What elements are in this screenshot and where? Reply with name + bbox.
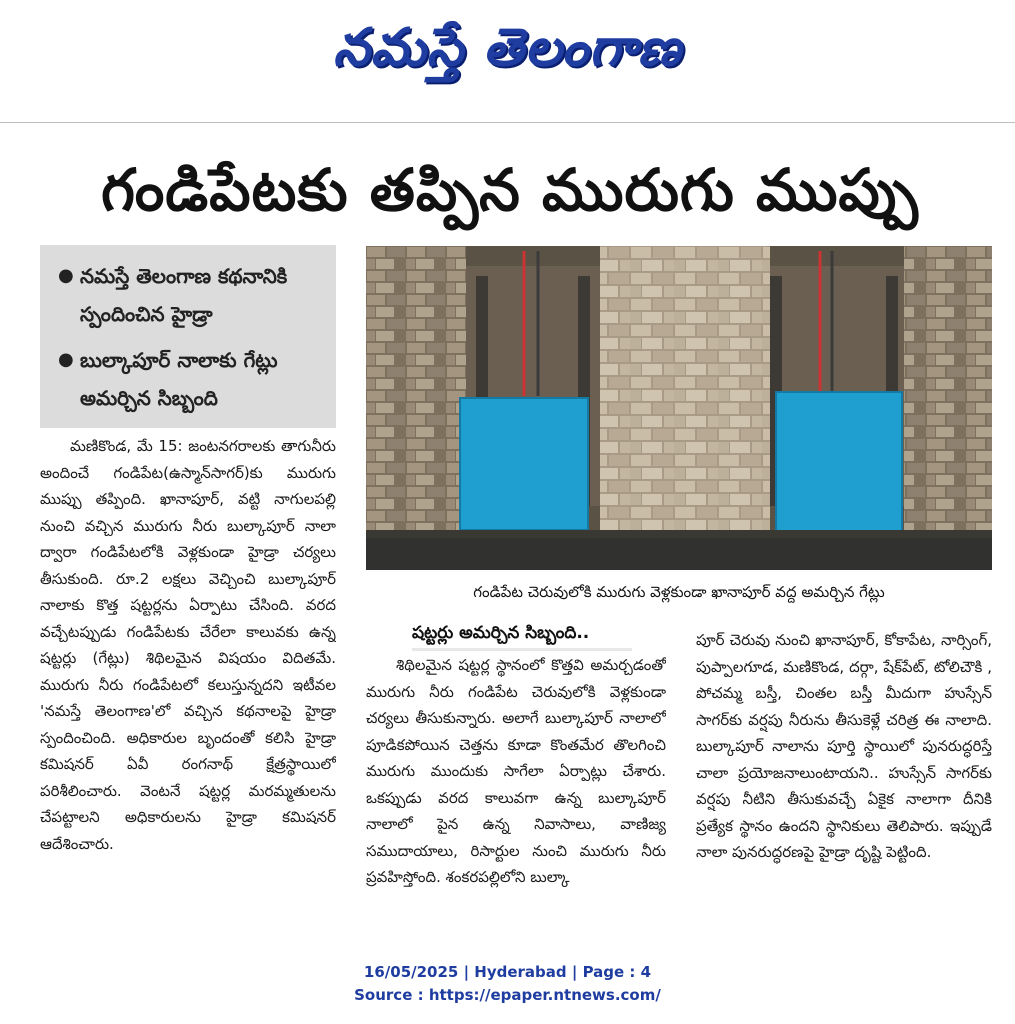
masthead xyxy=(0,0,1015,123)
article-paragraph: పూర్ చెరువు నుంచి ఖానాపూర్, కోకాపేట, నార్సింగ్, పుప్పాలగూడ, మణికొండ, దర్గా, షేక్‌పేట్, టోలిచౌకి , పోచమ్మ బస్తీ, చింతల బస్తీ మీదుగా హుస్సేన్ సాగర్‌కు వర్షపు నీరును తీసుకెళ్లే చరిత్ర ఈ నాలాది. బుల్కాపూర్ నాలాను పూర్తి స్థాయిలో పునరుద్ధరిస్తే చాలా ప్రయోజనాలుంటాయని.. హుస్సేన్ సాగర్‌కు వర్షపు నీటిని తీసుకువచ్చే ఏకైక నాలాగా దీనికి ప్రత్యేక స్థానం ఉందని స్థానికులు తెలిపారు. ఇప్పుడే నాలా పునరుద్ధరణపై హైడ్రా దృష్టి పెట్టింది. xyxy=(696,631,992,861)
article-paragraph: మణికొండ, మే 15: జంటనగరాలకు తాగునీరు అందించే గండిపేట(ఉస్మాన్‌సాగర్)కు మురుగు ముప్పు తప్పింది. ఖానాపూర్, వట్టి నాగులపల్లి నుంచి వచ్చిన మురుగు నీరు బుల్కాపూర్ నాలా ద్వారా గండిపేటలోకి వెళ్లకుండా హైడ్రా చర్యలు తీసుకుంది. రూ.2 లక్షలు వెచ్చించి బుల్కాపూర్ నాలాకు కొత్త షట్టర్లను ఏర్పాటు చేసింది. వరద వచ్చేటప్పుడు గండిపేటకు చేరేలా కాలువకు ఉన్న షట్టర్లు (గేట్లు) శిథిలమైన విషయం విదితమే. మురుగు నీరు గండిపేటలో కలుస్తున్నదని ఇటీవల 'నమస్తే తెలంగాణ'లో వచ్చిన కథనాలపై హైడ్రా స్పందించింది. అధికారుల బృందంతో కలిసి హైడ్రా కమిషనర్ ఏవీ రంగనాథ్ క్షేత్రస్థాయిలో పరిశీలించారు. వెంటనే షట్టర్ల మరమ్మతులను చేపట్టాలని అధికారులను హైడ్రా కమిషనర్ ఆదేశించారు. xyxy=(40,437,336,853)
highlight-item xyxy=(58,341,328,417)
photo-caption: గండిపేట చెరువులోకి మురుగు వెళ్లకుండా ఖానాపూర్ వద్ద అమర్చిన గేట్లు xyxy=(473,583,885,601)
footer-date-page: 16/05/2025 | Hyderabad | Page : 4 xyxy=(363,963,652,981)
article-column-2 xyxy=(366,652,666,942)
bullet-icon: ● xyxy=(58,265,74,286)
footer-source: Source : https://epaper.ntnews.com/ xyxy=(354,986,661,1004)
newspaper-logo: నమస్తే తెలంగాణ xyxy=(333,18,682,78)
article-column-1 xyxy=(40,433,336,938)
article-headline: గండిపేటకు తప్పిన మురుగు ముప్పు xyxy=(101,156,919,224)
bullet-icon: ● xyxy=(58,349,74,370)
article-column-3 xyxy=(696,627,992,942)
highlight-text: నమస్తే తెలంగాణ కథనానికి స్పందించిన హైడ్రా xyxy=(80,264,288,326)
highlights-box xyxy=(40,245,336,428)
article-photo xyxy=(366,246,992,570)
highlight-item xyxy=(58,257,328,333)
article-subheading: షట్టర్లు అమర్చిన సిబ్బంది.. xyxy=(412,618,632,651)
article-paragraph: శిథిలమైన షట్టర్ల స్థానంలో కొత్తవి అమర్చడంతో మురుగు నీరు గండిపేట చెరువులోకి వెళ్లకుండా చర్యలు తీసుకున్నారు. అలాగే బుల్కాపూర్ నాలాలో పూడికపోయిన చెత్తను కూడా కొంతమేర తొలగించి మురుగు ముందుకు సాగేలా ఏర్పాట్లు చేశారు. ఒకప్పుడు వరద కాలువగా ఉన్న బుల్కాపూర్ నాలాలో పైన ఉన్న నివాసాలు, వాణిజ్య సముదాయాలు, రిసార్టుల నుంచి మురుగు నీరు ప్రవహిస్తోంది. శంకరపల్లిలోని బుల్కా xyxy=(366,656,666,886)
highlight-text: బుల్కాపూర్ నాలాకు గేట్లు అమర్చిన సిబ్బంది xyxy=(80,348,278,410)
